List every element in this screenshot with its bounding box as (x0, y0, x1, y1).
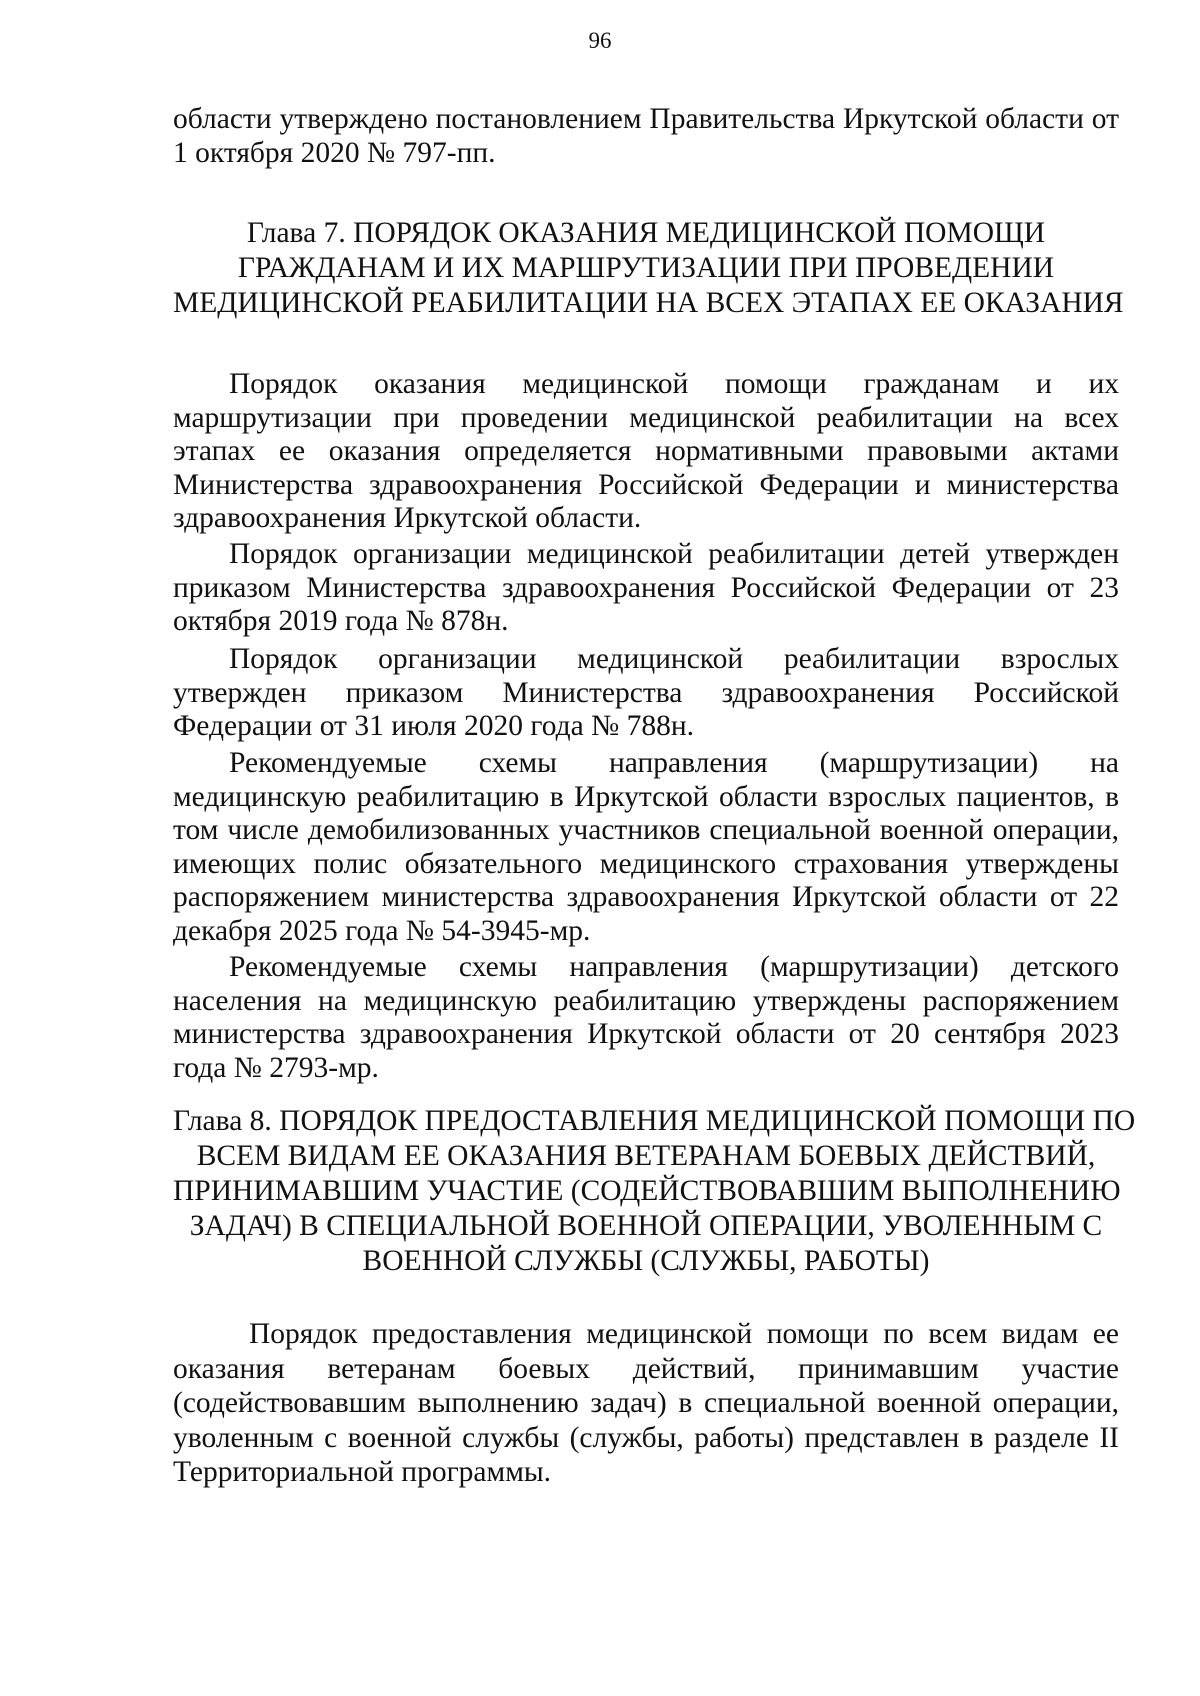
chapter-7-heading-line: МЕДИЦИНСКОЙ РЕАБИЛИТАЦИИ НА ВСЕХ ЭТАПАХ ЕЕ ОКАЗАНИЯ (173, 287, 1124, 319)
chapter-7-paragraph: Порядок организации медицинской реабилитации детей утвержден приказом Министерства здравоохранения Российской Федерации от 23 октября 2019 года № 878н. (173, 538, 1119, 638)
chapter-7-paragraph: Рекомендуемые схемы направления (маршрутизации) на медицинскую реабилитацию в Иркутской области взрослых пациентов, в том числе демобилизованных участников специальной военной операции, имеющих полис обязательного медицинского страхования утверждены распоряжением министерства здравоохранения Иркутской области от 22 декабря 2025 года № 54-3945-мр. (173, 747, 1119, 947)
chapter-8-heading-line: ПРИНИМАВШИМ УЧАСТИЕ (СОДЕЙСТВОВАВШИМ ВЫПОЛНЕНИЮ (173, 1175, 1121, 1207)
chapter-8-paragraph: Порядок предоставления медицинской помощи по всем видам ее оказания ветеранам боевых действий, принимавшим участие (содействовавшим выполнению задач) в специальной военной операции, уволенным с военной службы (службы, работы) представлен в разделе II Территориальной программы. (173, 1318, 1119, 1488)
chapter-8-heading (173, 1104, 1136, 1279)
chapter-7-paragraph: Порядок организации медицинской реабилитации взрослых утвержден приказом Министерства здравоохранения Российской Федерации от 31 июля 2020 года № 788н. (173, 643, 1119, 743)
chapter-8-heading-line: ЗАДАЧ) В СПЕЦИАЛЬНОЙ ВОЕННОЙ ОПЕРАЦИИ, УВОЛЕННЫМ С (189, 1210, 1103, 1242)
chapter-7-heading-line: ГРАЖДАНАМ И ИХ МАРШРУТИЗАЦИИ ПРИ ПРОВЕДЕНИИ (237, 252, 1055, 284)
intro-paragraph: области утверждено постановлением Правительства Иркутской области от 1 октября 2020 № 797-пп. (173, 103, 1119, 169)
chapter-7-heading-line: Глава 7. ПОРЯДОК ОКАЗАНИЯ МЕДИЦИНСКОЙ ПОМОЩИ (246, 217, 1046, 249)
page-number: 96 (588, 28, 612, 53)
chapter-8-heading-line: ВСЕМ ВИДАМ ЕЕ ОКАЗАНИЯ ВЕТЕРАНАМ БОЕВЫХ ДЕЙСТВИЙ, (196, 1140, 1096, 1172)
chapter-7-paragraph: Порядок оказания медицинской помощи гражданам и их маршрутизации при проведении медицинской реабилитации на всех этапах ее оказания определяется нормативными правовыми актами Министерства здравоохранения Российской Федерации и министерства здравоохранения Иркутской области. (173, 368, 1119, 535)
chapter-7-paragraph: Рекомендуемые схемы направления (маршрутизации) детского населения на медицинскую реабилитацию утверждены распоряжением министерства здравоохранения Иркутской области от 20 сентября 2023 года № 2793-мр. (173, 951, 1119, 1084)
chapter-8-heading-line: Глава 8. ПОРЯДОК ПРЕДОСТАВЛЕНИЯ МЕДИЦИНСКОЙ ПОМОЩИ ПО (173, 1105, 1136, 1137)
chapter-7-heading (173, 216, 1124, 321)
chapter-8-heading-line: ВОЕННОЙ СЛУЖБЫ (СЛУЖБЫ, РАБОТЫ) (362, 1245, 930, 1277)
